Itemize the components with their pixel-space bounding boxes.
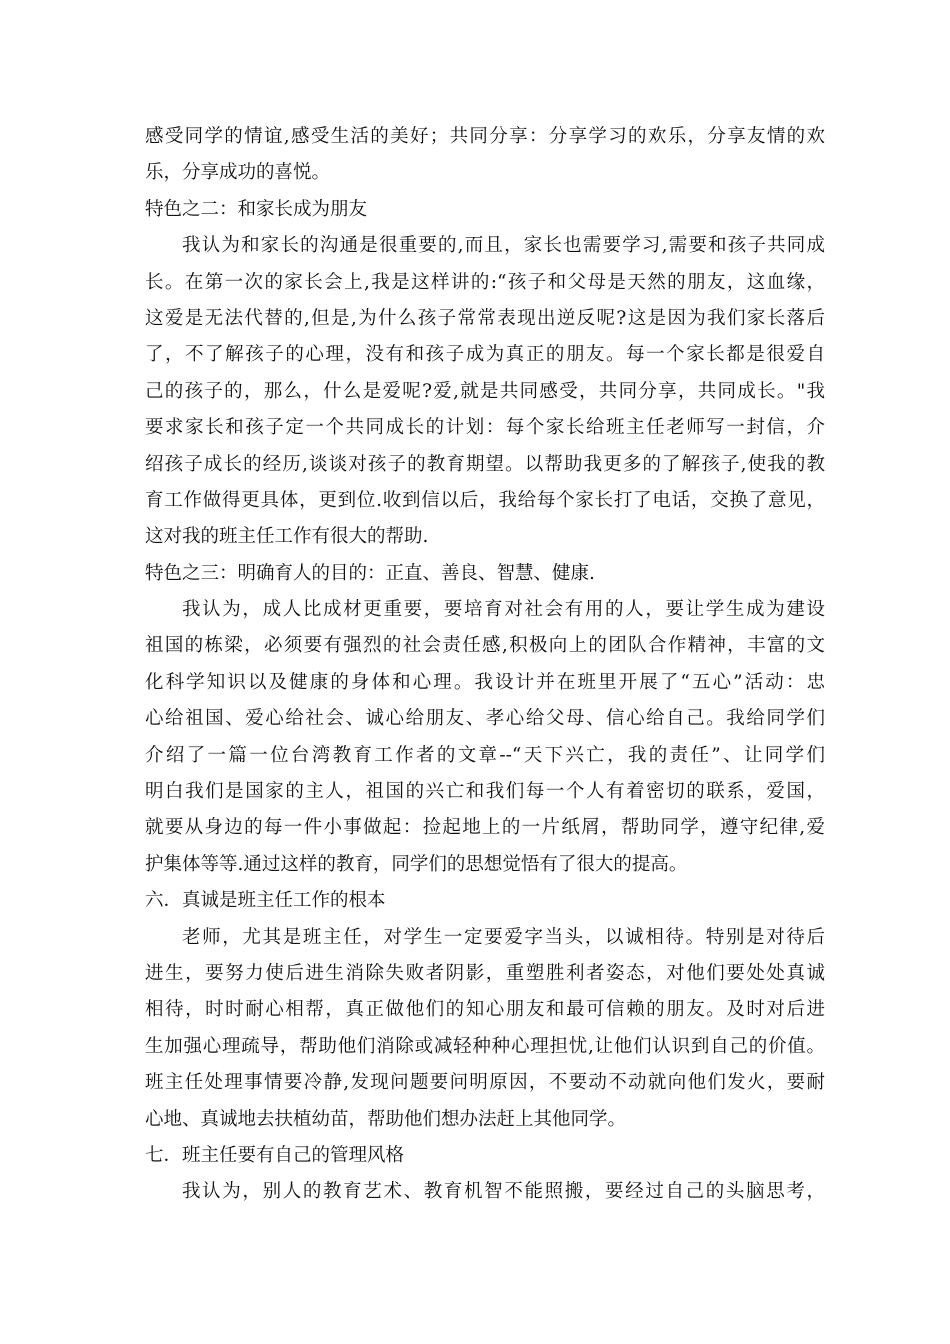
text-line: 相待，时时耐心相帮，真正做他们的知心朋友和最可信赖的朋友。及时对后进 bbox=[145, 999, 825, 1021]
text-line: 七．班主任要有自己的管理风格 bbox=[145, 1144, 405, 1166]
text-line: 长。在第一次的家长会上,我是这样讲的:“孩子和父母是天然的朋友，这血缘， bbox=[145, 271, 825, 293]
text-line: 进生，要努力使后进生消除失败者阴影，重塑胜利者姿态，对他们要处处真诚 bbox=[145, 962, 825, 984]
text-line: 我认为，别人的教育艺术、教育机智不能照搬，要经过自己的头脑思考， bbox=[182, 1181, 825, 1203]
text-line: 这爱是无法代替的,但是,为什么孩子常常表现出逆反呢?这是因为我们家长落后 bbox=[145, 307, 825, 329]
text-line: 老师，尤其是班主任，对学生一定要爱字当头，以诚相待。特别是对待后 bbox=[182, 926, 825, 948]
text-line: 乐，分享成功的喜悦。 bbox=[145, 162, 331, 184]
text-line: 特色之二：和家长成为朋友 bbox=[145, 198, 368, 220]
text-line: 明白我们是国家的主人，祖国的兴亡和我们每一个人有着密切的联系，爱国， bbox=[145, 781, 825, 803]
text-line: 己的孩子的，那么，什么是爱呢?爱,就是共同感受，共同分享，共同成长。"我 bbox=[145, 380, 825, 402]
text-line: 心给祖国、爱心给社会、诚心给朋友、孝心给父母、信心给自己。我给同学们 bbox=[145, 708, 825, 730]
text-line: 这对我的班主任工作有很大的帮助. bbox=[145, 526, 429, 548]
text-line: 要求家长和孩子定一个共同成长的计划：每个家长给班主任老师写一封信，介 bbox=[145, 417, 825, 439]
text-line: 了，不了解孩子的心理，没有和孩子成为真正的朋友。每一个家长都是很爱自 bbox=[145, 344, 825, 366]
text-line: 班主任处理事情要冷静,发现问题要问明原因，不要动不动就向他们发火，要耐 bbox=[145, 1072, 825, 1094]
text-line: 护集体等等.通过这样的教育，同学们的思想觉悟有了很大的提高。 bbox=[145, 853, 688, 875]
text-line: 祖国的栋梁，必须要有强烈的社会责任感,积极向上的团队合作精神，丰富的文 bbox=[145, 635, 825, 657]
text-line: 就要从身边的每一件小事做起：捡起地上的一片纸屑，帮助同学，遵守纪律,爱 bbox=[145, 817, 825, 839]
text-line: 心地、真诚地去扶植幼苗，帮助他们想办法赶上其他同学。 bbox=[145, 1108, 627, 1130]
document-page bbox=[145, 119, 825, 1211]
text-line: 化科学知识以及健康的身体和心理。我设计并在班里开展了“五心”活动：忠 bbox=[145, 671, 825, 693]
text-line: 生加强心理疏导，帮助他们消除或减轻种种心理担忧,让他们认识到自己的价值。 bbox=[145, 1035, 825, 1057]
text-line: 绍孩子成长的经历,谈谈对孩子的教育期望。以帮助我更多的了解孩子,使我的教 bbox=[145, 453, 825, 475]
text-line: 我认为，成人比成材更重要，要培育对社会有用的人，要让学生成为建设 bbox=[182, 599, 825, 621]
text-line: 我认为和家长的沟通是很重要的,而且，家长也需要学习,需要和孩子共同成 bbox=[182, 235, 825, 257]
text-line: 感受同学的情谊,感受生活的美好；共同分享：分享学习的欢乐，分享友情的欢 bbox=[145, 126, 825, 147]
text-line: 特色之三：明确育人的目的：正直、善良、智慧、健康. bbox=[145, 562, 595, 584]
text-line: 六．真诚是班主任工作的根本 bbox=[145, 890, 386, 912]
text-line: 育工作做得更具体，更到位.收到信以后，我给每个家长打了电话，交换了意见， bbox=[145, 489, 825, 511]
text-line: 介绍了一篇一位台湾教育工作者的文章--“天下兴亡，我的责任”、让同学们 bbox=[145, 744, 825, 766]
